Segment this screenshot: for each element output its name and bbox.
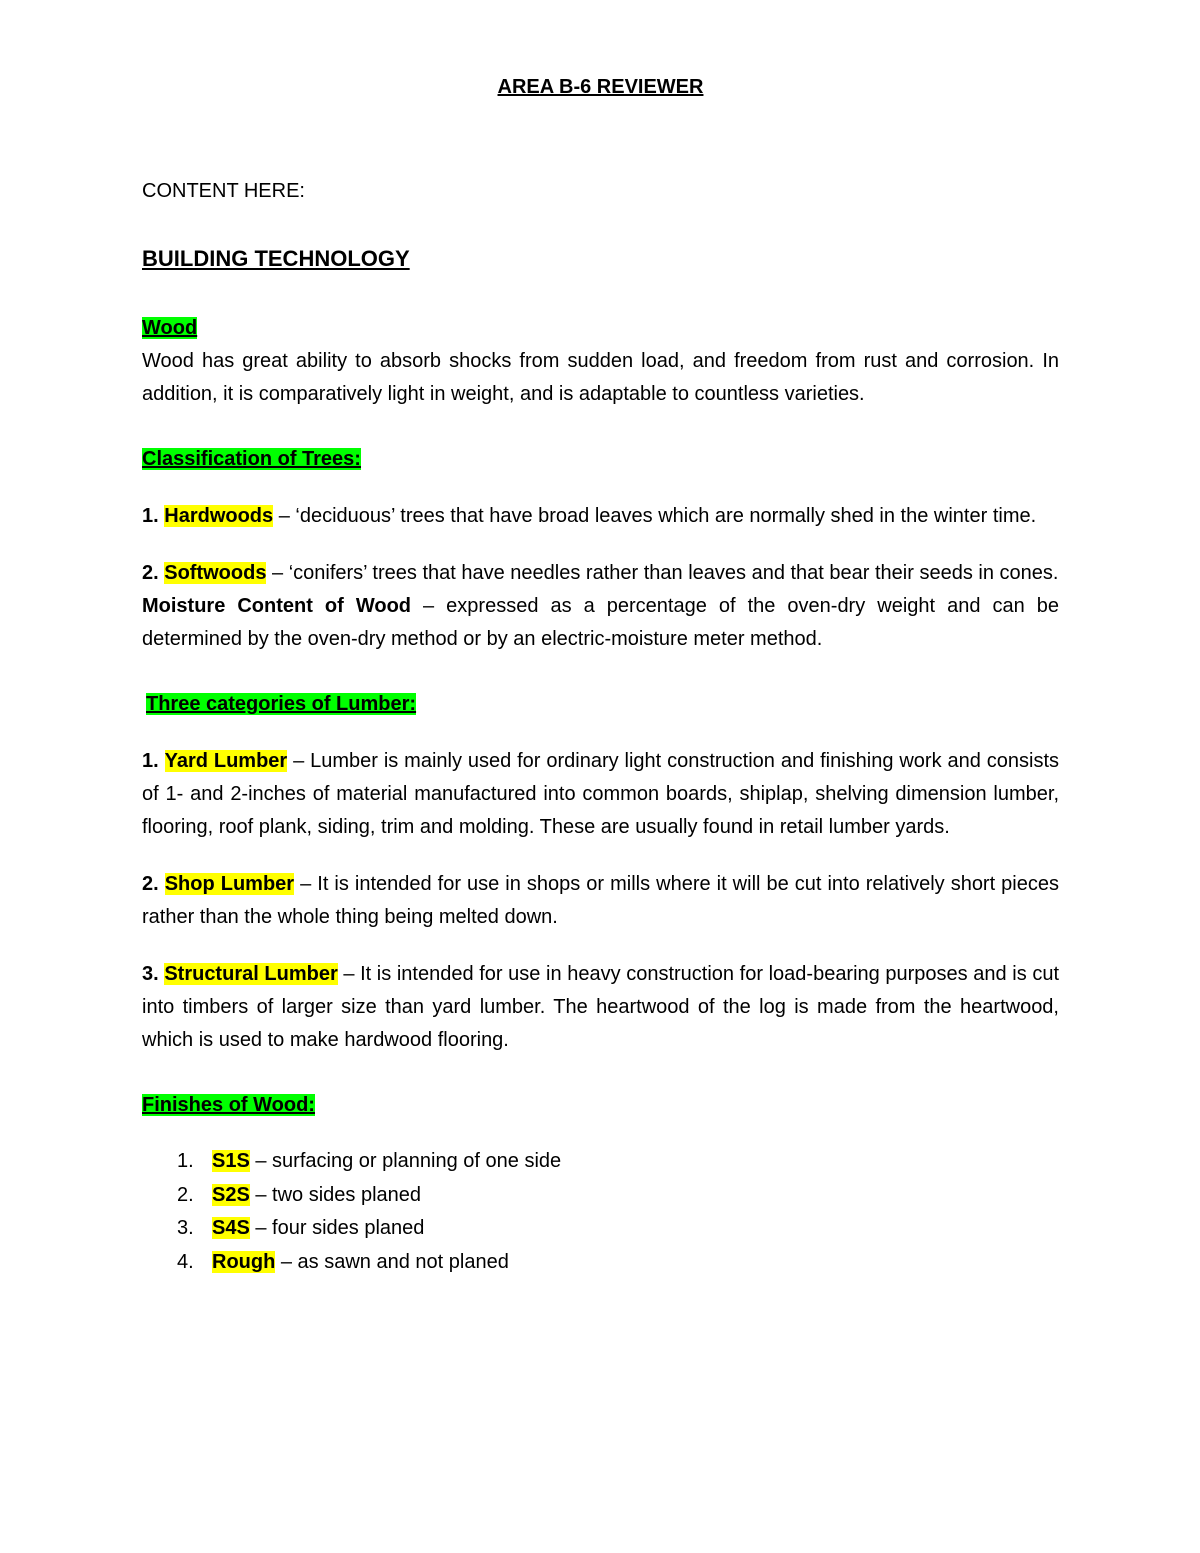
lumber-item-desc: – Lumber is mainly used for ordinary light construction and finishing work and consists of 1- and 2-inches of material manufactured into common boards, shiplap, shelving dimension lumber, flooring, roof plank, siding, trim and molding. These are usually found in retail lumber yards. xyxy=(142,750,1060,838)
tree-item-number: 1. xyxy=(142,505,159,527)
moisture-term: Moisture Content of Wood xyxy=(142,595,411,617)
finish-item-s4s xyxy=(142,1212,1059,1246)
document-body xyxy=(142,72,1059,1279)
finishes-heading-line xyxy=(142,1089,1059,1122)
lumber-item-term: Shop Lumber xyxy=(164,873,295,895)
finish-item-term: Rough xyxy=(212,1250,276,1273)
trees-heading: Classification of Trees: xyxy=(142,448,361,470)
tree-item-number: 2. xyxy=(142,562,159,584)
lumber-item-yard xyxy=(142,745,1059,844)
tree-item-desc: – ‘deciduous’ trees that have broad leaves which are normally shed in the winter time. xyxy=(273,505,1037,527)
finish-item-rough xyxy=(142,1246,1059,1280)
lumber-item-number: 3. xyxy=(142,963,159,985)
finishes-list xyxy=(142,1145,1059,1279)
finish-item-desc: – surfacing or planning of one side xyxy=(249,1150,562,1172)
finish-item-term: S2S xyxy=(212,1183,250,1206)
finish-item-term: S4S xyxy=(212,1217,250,1239)
lumber-item-shop xyxy=(142,868,1059,934)
tree-item-term: Hardwoods xyxy=(164,505,274,527)
lumber-item-number: 2. xyxy=(142,873,159,895)
lumber-item-term: Yard Lumber xyxy=(164,750,288,772)
lumber-item-desc: – It is intended for use in shops or mills where it will be cut into relatively short pieces rather than the whole thing being melted down. xyxy=(142,873,1059,928)
lumber-item-term: Structural Lumber xyxy=(164,963,338,985)
tree-item-term: Softwoods xyxy=(164,562,267,584)
wood-heading-line xyxy=(142,312,1059,345)
finish-item-number: 1. xyxy=(177,1150,194,1172)
finish-item-term: S1S xyxy=(212,1150,250,1172)
lumber-item-structural xyxy=(142,958,1059,1057)
moisture-content-paragraph xyxy=(142,590,1059,656)
finish-item-desc: – two sides planed xyxy=(249,1183,422,1206)
tree-item-desc: – ‘conifers’ trees that have needles rather than leaves and that bear their seeds in cones. xyxy=(266,562,1059,584)
finish-item-desc: – as sawn and not planed xyxy=(275,1250,509,1273)
trees-heading-line xyxy=(142,443,1059,476)
finish-item-number: 4. xyxy=(177,1250,194,1273)
tree-item-hardwoods xyxy=(142,500,1059,533)
lumber-item-number: 1. xyxy=(142,750,159,772)
finish-item-desc: – four sides planed xyxy=(249,1217,425,1239)
finishes-heading: Finishes of Wood: xyxy=(142,1094,315,1116)
moisture-desc: – expressed as a percentage of the oven-dry weight and can be determined by the oven-dry method or by an electric-moisture meter method. xyxy=(142,595,1059,650)
tree-item-softwoods xyxy=(142,557,1059,590)
finish-item-s1s xyxy=(142,1145,1059,1179)
content-label: CONTENT HERE: xyxy=(142,180,305,202)
finish-item-number: 2. xyxy=(177,1183,194,1206)
document-title: AREA B-6 REVIEWER xyxy=(497,76,704,98)
lumber-heading: Three categories of Lumber: xyxy=(146,693,417,715)
wood-heading: Wood xyxy=(142,317,198,339)
wood-description: Wood has great ability to absorb shocks from sudden load, and freedom from rust and corrosion. In addition, it is comparatively light in weight, and is adaptable to countless varieties. xyxy=(142,350,1059,405)
lumber-heading-line xyxy=(142,688,1059,721)
section-title: BUILDING TECHNOLOGY xyxy=(142,246,410,271)
finish-item-number: 3. xyxy=(177,1217,194,1239)
finish-item-s2s xyxy=(142,1179,1059,1213)
lumber-item-desc: – It is intended for use in heavy construction for load-bearing purposes and is cut into timbers of larger size than yard lumber. The heartwood of the log is made from the heartwood, which is used to make hardwood flooring. xyxy=(142,963,1060,1051)
